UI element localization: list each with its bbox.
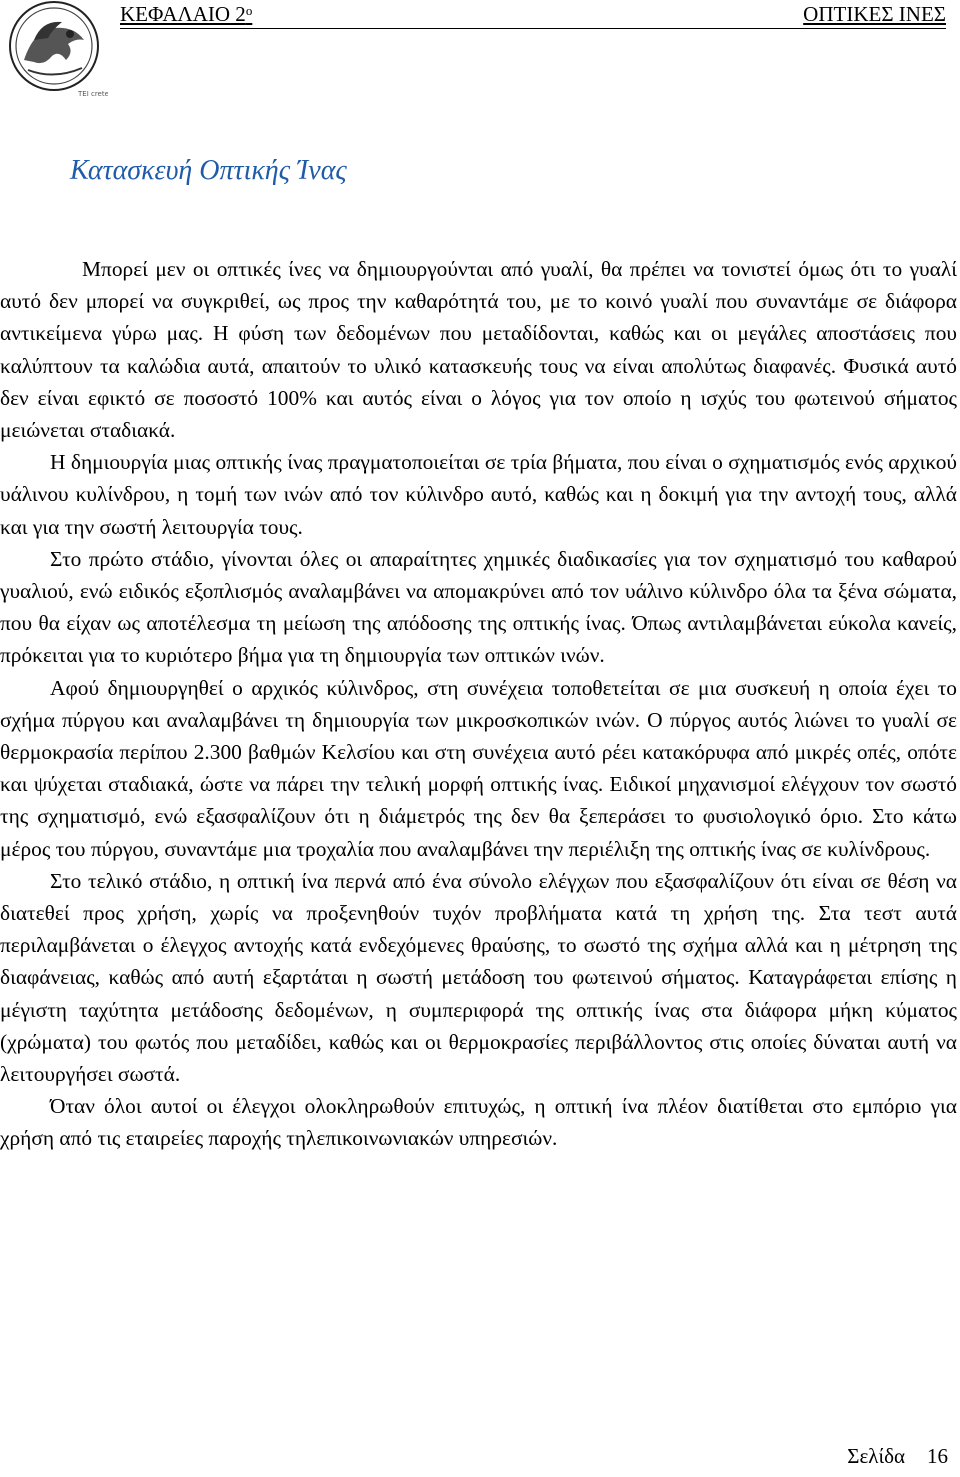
topic-heading: ΟΠΤΙΚΕΣ ΙΝΕΣ bbox=[803, 2, 946, 26]
paragraph bbox=[0, 865, 957, 1090]
paragraph bbox=[0, 1090, 957, 1154]
running-header bbox=[120, 2, 946, 29]
paragraph bbox=[0, 253, 957, 446]
paragraph bbox=[0, 543, 957, 672]
paragraph-text: Μπορεί μεν οι οπτικές ίνες να δημιουργούνται από γυαλί, θα πρέπει να τονιστεί όμως ότι το γυαλί αυτό δεν μπορεί να συγκριθεί, ως προς την καθαρότητά του, με το κοινό γυαλί που συναντάμε σε διάφορα αντικείμενα γύρω μας. Η φύση των δεδομένων που μεταδίδονται, καθώς και οι μεγάλες αποστάσεις που καλύπτουν τα καλώδια αυτά, απαιτούν το υλικό κατασκευής τους να είναι απολύτως διαφανές. Φυσικά αυτό δεν είναι εφικτό σε ποσοστό 100% και αυτός είναι ο λόγος για τον οποίο η ισχύς του φωτεινού σήματος μειώνεται σταδιακά. bbox=[0, 257, 957, 443]
paragraph-text: Αφού δημιουργηθεί ο αρχικός κύλινδρος, στη συνέχεια τοποθετείται σε μια συσκευή η οποία έχει το σχήμα πύργου και αναλαμβάνει τη δημιουργία των μικροσκοπικών ινών. Ο πύργος αυτός λιώνει το γυαλί σε θερμοκρασία περίπου 2.300 βαθμών Κελσίου και στη συνέχεια αυτό ρέει κατακόρυφα από μικρές οπές, οπότε και ψύχεται σταδιακά, ώστε να πάρει την τελική μορφή οπτικής ίνας. Ειδικοί μηχανισμοί ελέγχουν τον σωστό της σχηματισμό, ενώ εξασφαλίζουν ότι η διάμετρός της δεν θα ξεπεράσει το φυσιολογικό όριο. Στο κάτω μέρος του πύργου, συναντάμε μια τροχαλία που αναλαμβάνει την περιέλιξη της οπτικής ίνας σε κυλίνδρους. bbox=[0, 675, 957, 861]
paragraph bbox=[0, 672, 957, 865]
body-text bbox=[0, 253, 957, 1155]
paragraph bbox=[0, 446, 957, 543]
paragraph-text: Στο πρώτο στάδιο, γίνονται όλες οι απαραίτητες χημικές διαδικασίες για τον σχηματισμό του καθαρού γυαλιού, ενώ ειδικός εξοπλισμός αναλαμβάνει να απομακρύνει από τον υάλινο κύλινδρο όλα τα ξένα σώματα, που θα είχαν ως αποτέλεσμα τη μείωση της απόδοσης της οπτικής ίνας. Όπως αντιλαμβάνεται εύκολα κανείς, πρόκειται για το κυριότερο βήμα για τη δημιουργία των οπτικών ινών. bbox=[0, 546, 957, 668]
paragraph-text: Όταν όλοι αυτοί οι έλεγχοι ολοκληρωθούν επιτυχώς, η οπτική ίνα πλέον διατίθεται στο εμπόριο για χρήση από τις εταιρείες παροχής τηλεπικοινωνιακών υπηρεσιών. bbox=[0, 1094, 957, 1151]
chapter-heading bbox=[120, 2, 252, 26]
institution-seal-logo-icon bbox=[4, 0, 108, 100]
paragraph-text: Στο τελικό στάδιο, η οπτική ίνα περνά από ένα σύνολο ελέγχων που εξασφαλίζουν ότι είναι σε θέση να διατεθεί προς χρήση, χωρίς να προξενηθούν τυχόν προβλήματα κατά τη χρήση της. Στα τεστ αυτά περιλαμβάνεται ο έλεγχος αντοχής κατά ενδεχόμενες θραύσης, το σωστό της σχήμα αλλά και η μέτρηση της διαφάνειας, καθώς από αυτή εξαρτάται η σωστή μετάδοση του φωτεινού σήματος. Καταγράφεται επίσης η μέγιστη ταχύτητα μετάδοσης δεδομένων, η συμπεριφορά της οπτικής ίνας στα διάφορα μήκη κύματος (χρώματα) του φωτός που μεταδίδει, καθώς και οι θερμοκρασίες περιβάλλοντος στις οποίες δύναται αυτή να λειτουργήσει σωστά. bbox=[0, 868, 957, 1087]
page-label: Σελίδα bbox=[847, 1444, 905, 1468]
page-number: 16 bbox=[927, 1444, 948, 1468]
chapter-text: ΚΕΦΑΛΑΙΟ 2 bbox=[120, 2, 246, 26]
section-title: Κατασκευή Οπτικής Ίνας bbox=[70, 155, 347, 186]
paragraph-text: Η δημιουργία μιας οπτικής ίνας πραγματοποιείται σε τρία βήματα, που είναι ο σχηματισμός ενός αρχικού υάλινου κυλίνδρου, η τομή των ινών από τον κύλινδρο αυτό, καθώς και η δοκιμή για την αντοχή τους, αλλά και για την σωστή λειτουργία τους. bbox=[0, 450, 957, 539]
svg-text:TEI crete: TEI crete bbox=[78, 90, 108, 98]
chapter-superscript: ο bbox=[245, 3, 253, 18]
page-footer bbox=[847, 1444, 948, 1468]
